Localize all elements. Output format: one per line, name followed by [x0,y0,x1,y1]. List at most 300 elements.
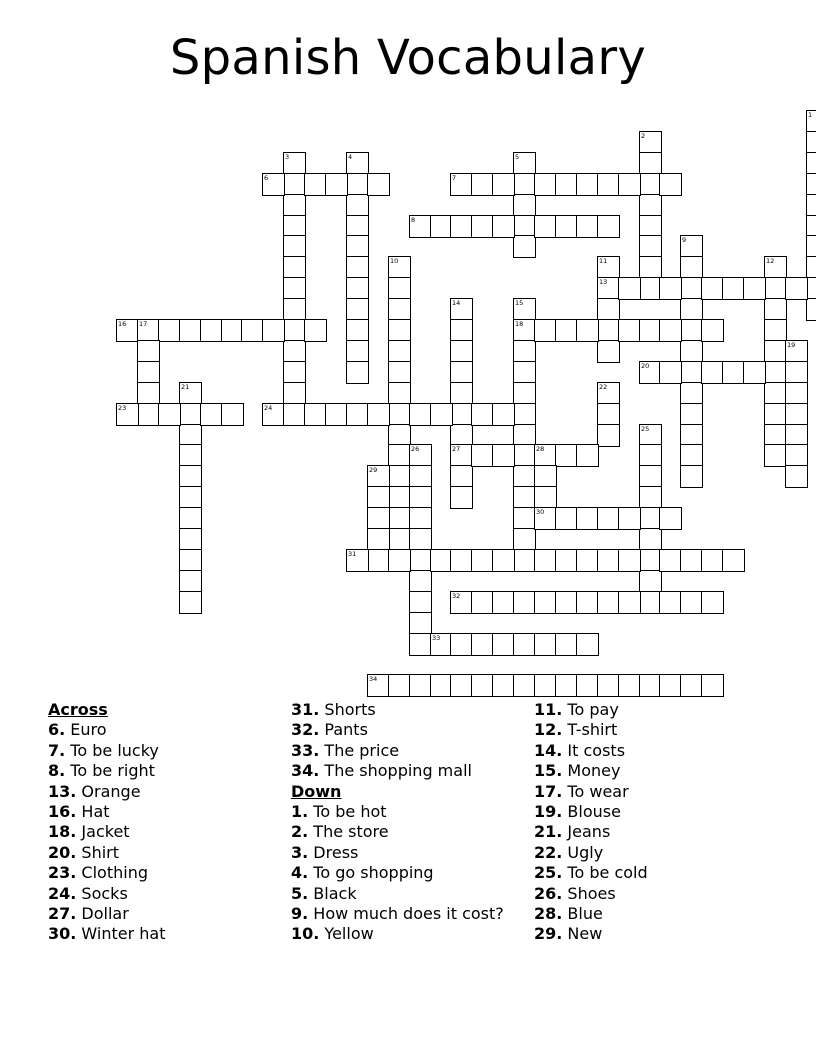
clue-item [291,924,504,944]
grid-cell[interactable] [534,465,557,488]
grid-cell[interactable] [409,674,432,697]
grid-cell[interactable] [806,298,816,321]
grid-cell[interactable] [534,215,557,238]
grid-cell[interactable] [513,633,536,656]
grid-cell[interactable] [471,403,494,426]
grid-cell[interactable] [618,173,641,196]
grid-cell[interactable] [388,444,411,467]
grid-cell[interactable] [576,633,599,656]
grid-cell[interactable] [618,674,641,697]
grid-cell[interactable] [680,256,703,279]
grid-cell[interactable] [513,382,536,405]
clues-column-2 [291,700,504,945]
grid-cell[interactable] [639,444,662,467]
clue-item [534,884,648,904]
clue-item [534,863,648,883]
cell-number: 29 [369,466,378,474]
grid-cell[interactable] [346,173,369,196]
grid-cell[interactable] [806,152,816,175]
grid-cell[interactable] [680,403,703,426]
grid-cell[interactable] [283,382,306,405]
grid-cell[interactable] [785,361,808,384]
grid-cell[interactable] [576,507,599,530]
clue-item [48,720,165,740]
grid-cell[interactable] [513,173,536,196]
grid-cell[interactable] [618,319,641,342]
grid-cell[interactable] [450,382,473,405]
cell-number: 8 [411,216,416,224]
grid-cell[interactable] [137,361,160,384]
clue-number: 22. [534,842,563,862]
grid-cell[interactable] [388,277,411,300]
clue-number: 33. [291,740,320,760]
grid-cell[interactable] [701,277,724,300]
grid-cell[interactable] [513,528,536,551]
grid-cell[interactable] [513,444,536,467]
grid-cell[interactable] [388,298,411,321]
grid-cell[interactable] [576,444,599,467]
grid-cell[interactable] [680,549,703,572]
grid-cell[interactable] [409,465,432,488]
grid-cell[interactable] [534,591,557,614]
grid-cell[interactable] [597,403,620,426]
grid-cell[interactable] [283,277,306,300]
grid-cell[interactable] [283,173,306,196]
grid-cell[interactable] [179,465,202,488]
grid-cell[interactable] [639,256,662,279]
grid-cell[interactable] [513,507,536,530]
grid-cell[interactable] [409,633,432,656]
grid-cell[interactable] [764,382,787,405]
grid-cell[interactable] [346,403,369,426]
grid-cell[interactable] [471,549,494,572]
grid-cell[interactable] [722,277,745,300]
grid-cell[interactable] [701,591,724,614]
cell-number: 10 [390,257,399,265]
clue-item [48,741,165,761]
grid-cell[interactable] [659,674,682,697]
clue-text: Shoes [562,883,616,903]
grid-cell[interactable] [304,319,327,342]
grid-cell[interactable] [492,591,515,614]
grid-cell[interactable] [283,194,306,217]
grid-cell[interactable] [450,633,473,656]
clue-text: New [562,924,603,944]
cell-number: 27 [452,445,461,453]
grid-cell[interactable] [618,549,641,572]
grid-cell[interactable] [555,444,578,467]
grid-cell[interactable] [388,319,411,342]
grid-cell[interactable] [346,194,369,217]
grid-cell[interactable] [513,591,536,614]
grid-cell[interactable] [367,507,390,530]
clue-number: 11. [534,700,563,719]
grid-cell[interactable] [137,340,160,363]
grid-cell[interactable] [450,215,473,238]
grid-cell[interactable] [639,235,662,258]
grid-cell[interactable] [618,507,641,530]
clue-item [48,761,165,781]
grid-cell[interactable] [764,444,787,467]
clue-item [534,741,648,761]
grid-cell[interactable] [639,465,662,488]
grid-cell[interactable] [283,298,306,321]
grid-cell[interactable] [367,403,390,426]
grid-cell[interactable] [367,173,390,196]
grid-cell[interactable] [639,486,662,509]
grid-cell[interactable] [388,382,411,405]
grid-cell[interactable] [450,465,473,488]
clue-number: 1. [291,802,309,822]
grid-cell[interactable] [618,591,641,614]
grid-cell[interactable] [764,403,787,426]
cell-number: 32 [452,592,461,600]
grid-cell[interactable] [576,591,599,614]
grid-cell[interactable] [513,235,536,258]
clue-number: 24. [48,883,77,903]
grid-cell[interactable] [283,361,306,384]
grid-cell[interactable] [639,528,662,551]
grid-cell[interactable] [785,382,808,405]
clue-item [291,884,504,904]
clue-text: Shirt [76,842,120,862]
grid-cell[interactable] [450,674,473,697]
grid-cell[interactable] [701,319,724,342]
grid-cell[interactable] [346,256,369,279]
grid-cell[interactable] [680,674,703,697]
grid-cell[interactable] [179,528,202,551]
grid-cell[interactable] [513,340,536,363]
grid-cell[interactable] [659,549,682,572]
grid-cell[interactable] [388,549,411,572]
grid-cell[interactable] [597,215,620,238]
grid-cell[interactable] [680,591,703,614]
grid-cell[interactable] [659,507,682,530]
cell-number: 24 [264,404,273,412]
grid-cell[interactable] [806,194,816,217]
clue-text: To be hot [308,802,387,822]
grid-cell[interactable] [576,319,599,342]
grid-cell[interactable] [492,173,515,196]
grid-cell[interactable] [409,570,432,593]
grid-cell[interactable] [283,403,306,426]
grid-cell[interactable] [388,361,411,384]
grid-cell[interactable] [680,465,703,488]
clue-item [534,761,648,781]
grid-cell[interactable] [262,319,285,342]
grid-cell[interactable] [513,674,536,697]
grid-cell[interactable] [346,277,369,300]
clue-item [291,843,504,863]
grid-cell[interactable] [639,570,662,593]
grid-cell[interactable] [680,319,703,342]
grid-cell[interactable] [680,298,703,321]
grid-cell[interactable] [680,382,703,405]
grid-cell[interactable] [304,403,327,426]
grid-cell[interactable] [513,403,536,426]
grid-cell[interactable] [701,549,724,572]
grid-cell[interactable] [450,340,473,363]
grid-cell[interactable] [534,674,557,697]
grid-cell[interactable] [179,403,202,426]
grid-cell[interactable] [701,674,724,697]
grid-cell[interactable] [680,340,703,363]
grid-cell[interactable] [179,486,202,509]
cell-number: 11 [599,257,608,265]
grid-cell[interactable] [492,444,515,467]
grid-cell[interactable] [409,612,432,635]
grid-cell[interactable] [534,633,557,656]
clue-text: T-shirt [562,720,618,740]
grid-cell[interactable] [597,507,620,530]
grid-cell[interactable] [534,549,557,572]
grid-cell[interactable] [471,444,494,467]
grid-cell[interactable] [450,403,473,426]
clue-number: 17. [534,781,563,801]
clue-text: The price [319,740,400,760]
cell-number: 12 [766,257,775,265]
clue-item [48,782,165,802]
grid-cell[interactable] [513,361,536,384]
grid-cell[interactable] [283,256,306,279]
grid-cell[interactable] [304,173,327,196]
grid-cell[interactable] [283,319,306,342]
grid-cell[interactable] [659,361,682,384]
grid-cell[interactable] [659,173,682,196]
grid-cell[interactable] [388,340,411,363]
clues-column-1 [48,700,165,945]
clue-text: To be cold [562,863,648,883]
clue-text: To go shopping [308,863,434,883]
grid-cell[interactable] [492,674,515,697]
clue-item [534,843,648,863]
grid-cell[interactable] [367,486,390,509]
grid-cell[interactable] [513,194,536,217]
grid-cell[interactable] [471,173,494,196]
grid-cell[interactable] [555,215,578,238]
down-heading: Down [291,781,342,801]
grid-cell[interactable] [743,361,766,384]
grid-cell[interactable] [221,403,244,426]
grid-cell[interactable] [639,152,662,175]
grid-cell[interactable] [409,528,432,551]
grid-cell[interactable] [388,507,411,530]
grid-cell[interactable] [597,674,620,697]
grid-cell[interactable] [471,674,494,697]
clue-item [291,863,504,883]
grid-cell[interactable] [639,194,662,217]
grid-cell[interactable] [785,444,808,467]
grid-cell[interactable] [513,486,536,509]
clue-text: Dollar [76,904,129,924]
grid-cell[interactable] [576,674,599,697]
clue-number: 8. [48,761,66,781]
grid-cell[interactable] [597,173,620,196]
grid-cell[interactable] [137,403,160,426]
grid-cell[interactable] [743,277,766,300]
grid-cell[interactable] [179,507,202,530]
clue-text: Orange [76,781,141,801]
grid-cell[interactable] [764,361,787,384]
grid-cell[interactable] [367,528,390,551]
grid-cell[interactable] [492,403,515,426]
grid-cell[interactable] [492,633,515,656]
grid-cell[interactable] [513,465,536,488]
grid-cell[interactable] [618,277,641,300]
grid-cell[interactable] [200,319,223,342]
grid-cell[interactable] [680,361,703,384]
grid-cell[interactable] [764,277,787,300]
grid-cell[interactable] [806,173,816,196]
grid-cell[interactable] [785,277,808,300]
cell-number: 18 [515,320,524,328]
grid-cell[interactable] [576,549,599,572]
grid-cell[interactable] [513,549,536,572]
grid-cell[interactable] [450,319,473,342]
grid-cell[interactable] [659,319,682,342]
grid-cell[interactable] [158,403,181,426]
grid-cell[interactable] [576,215,599,238]
grid-cell[interactable] [283,340,306,363]
grid-cell[interactable] [555,591,578,614]
grid-cell[interactable] [346,235,369,258]
grid-cell[interactable] [179,591,202,614]
clue-text: Socks [76,883,128,903]
clue-item [534,720,648,740]
clue-item [291,700,504,720]
clue-number: 13. [48,781,77,801]
clue-text: Winter hat [76,924,166,944]
grid-cell[interactable] [471,215,494,238]
grid-cell[interactable] [597,319,620,342]
grid-cell[interactable] [450,549,473,572]
grid-cell[interactable] [388,674,411,697]
grid-cell[interactable] [659,277,682,300]
clue-number: 29. [534,924,563,944]
grid-cell[interactable] [200,403,223,426]
grid-cell[interactable] [450,486,473,509]
grid-cell[interactable] [555,549,578,572]
cell-number: 25 [641,425,650,433]
grid-cell[interactable] [179,319,202,342]
grid-cell[interactable] [806,256,816,279]
clue-text: It costs [562,740,626,760]
cell-number: 22 [599,383,608,391]
clue-item [48,884,165,904]
clue-number: 19. [534,802,563,822]
grid-cell[interactable] [680,277,703,300]
clue-number: 12. [534,720,563,740]
grid-cell[interactable] [555,507,578,530]
grid-cell[interactable] [346,340,369,363]
clue-item [534,924,648,944]
grid-cell[interactable] [409,549,432,572]
grid-cell[interactable] [367,549,390,572]
clue-item [48,843,165,863]
grid-cell[interactable] [806,131,816,154]
grid-cell[interactable] [346,319,369,342]
grid-cell[interactable] [701,361,724,384]
clue-text: Blue [562,904,603,924]
grid-cell[interactable] [409,403,432,426]
grid-cell[interactable] [555,173,578,196]
grid-cell[interactable] [179,444,202,467]
clue-number: 2. [291,822,309,842]
grid-cell[interactable] [555,674,578,697]
grid-cell[interactable] [659,591,682,614]
grid-cell[interactable] [409,507,432,530]
grid-cell[interactable] [722,361,745,384]
clue-text: Blouse [562,802,621,822]
grid-cell[interactable] [492,215,515,238]
grid-cell[interactable] [346,361,369,384]
grid-cell[interactable] [325,403,348,426]
clue-item [291,741,504,761]
clue-text: Hat [76,802,110,822]
grid-cell[interactable] [555,319,578,342]
grid-cell[interactable] [785,403,808,426]
grid-cell[interactable] [283,235,306,258]
grid-cell[interactable] [534,486,557,509]
grid-cell[interactable] [597,549,620,572]
clue-item [534,782,648,802]
grid-cell[interactable] [597,591,620,614]
grid-cell[interactable] [680,444,703,467]
grid-cell[interactable] [388,528,411,551]
grid-cell[interactable] [179,549,202,572]
grid-cell[interactable] [346,298,369,321]
grid-cell[interactable] [409,591,432,614]
grid-cell[interactable] [471,633,494,656]
grid-cell[interactable] [534,319,557,342]
grid-cell[interactable] [388,403,411,426]
grid-cell[interactable] [764,340,787,363]
grid-cell[interactable] [597,424,620,447]
grid-cell[interactable] [534,173,557,196]
grid-cell[interactable] [179,570,202,593]
grid-cell[interactable] [388,486,411,509]
grid-cell[interactable] [806,235,816,258]
cell-number: 26 [411,445,420,453]
grid-cell[interactable] [597,298,620,321]
grid-cell[interactable] [450,361,473,384]
grid-cell[interactable] [241,319,264,342]
grid-cell[interactable] [764,319,787,342]
cell-number: 4 [348,153,353,161]
grid-cell[interactable] [555,633,578,656]
grid-cell[interactable] [325,173,348,196]
grid-cell[interactable] [137,382,160,405]
clue-text: Pants [319,720,368,740]
grid-cell[interactable] [388,465,411,488]
grid-cell[interactable] [722,549,745,572]
grid-cell[interactable] [785,465,808,488]
grid-cell[interactable] [471,591,494,614]
puzzle-title: Spanish Vocabulary [169,30,647,86]
grid-cell[interactable] [597,340,620,363]
grid-cell[interactable] [158,319,181,342]
clue-item [534,802,648,822]
clue-number: 21. [534,822,563,842]
grid-cell[interactable] [409,486,432,509]
grid-cell[interactable] [492,549,515,572]
cell-number: 33 [432,634,441,642]
grid-cell[interactable] [430,403,453,426]
grid-cell[interactable] [764,298,787,321]
clues-column-3 [534,700,648,945]
grid-cell[interactable] [576,173,599,196]
clue-number: 5. [291,883,309,903]
